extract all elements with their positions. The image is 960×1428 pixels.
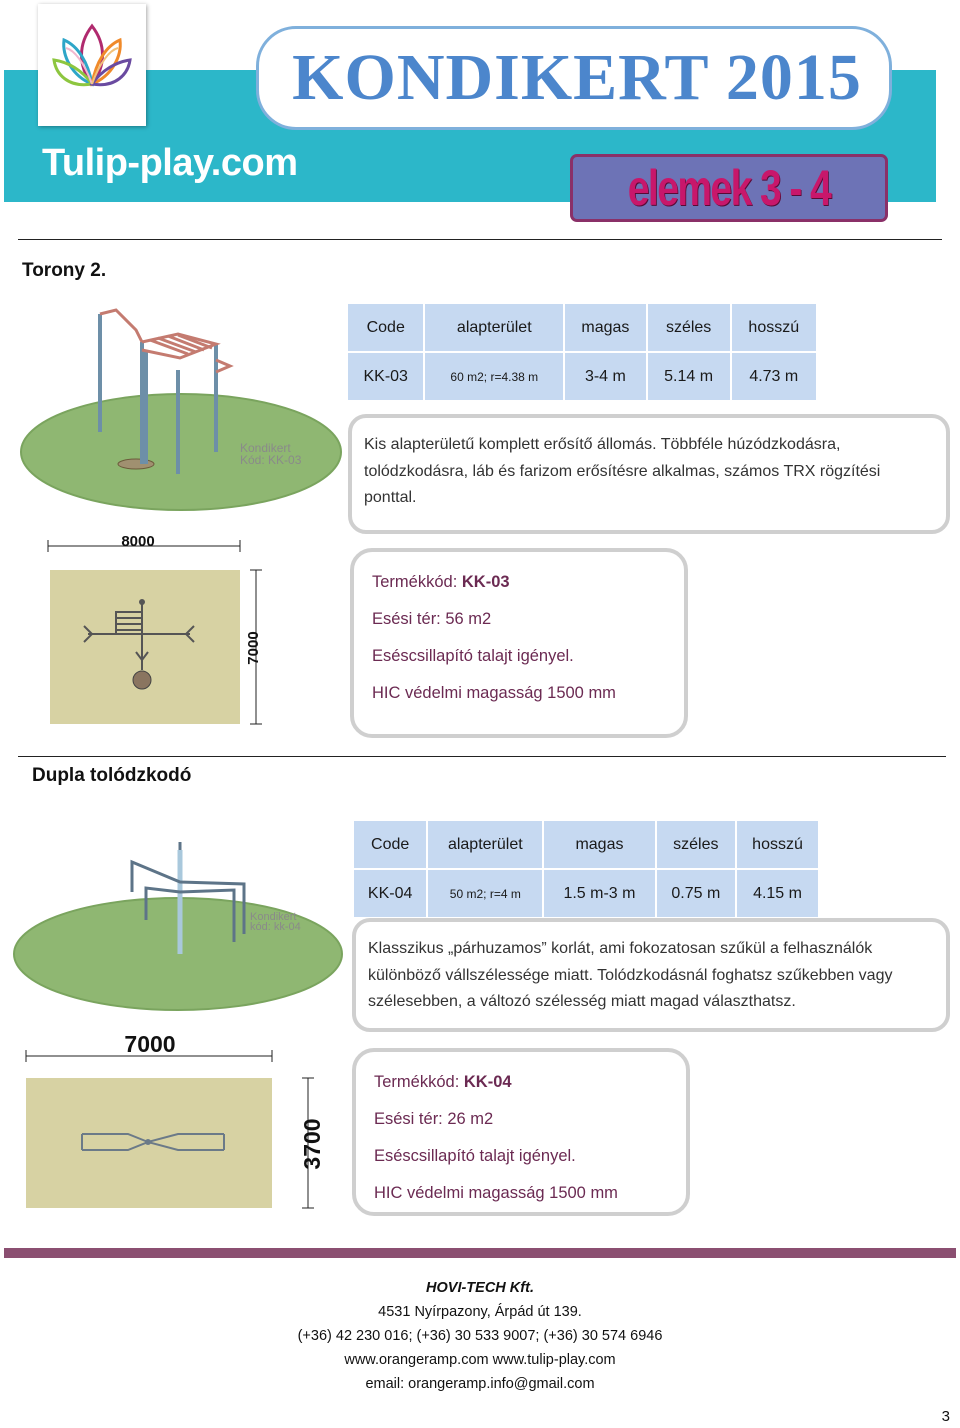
company-websites: www.orangeramp.com www.tulip-play.com: [344, 1352, 616, 1368]
table-header-row: [348, 304, 816, 351]
spec-table-kk03: [346, 302, 818, 402]
product-description: Klasszikus „párhuzamos” korlát, ami fokozatosan szűkül a felhasználók különböző vállszélessége miatt. Tolódzkodásnál foghatsz szűkebben vagy szélesebben, a változó szélesség miatt magad választhatsz.: [352, 918, 950, 1032]
product-info-kk04: [352, 1048, 690, 1216]
plan-width-label: 8000: [121, 533, 155, 550]
section-title: Torony 2.: [22, 260, 107, 281]
table-cell: 50 m2; r=4 m: [428, 870, 542, 917]
product-code: KK-03: [461, 573, 510, 591]
table-header-row: [354, 821, 818, 868]
table-header: alapterület: [425, 304, 563, 351]
cushion-note: Eséscsillapító talajt igényel.: [372, 647, 574, 665]
product-code-label: Termékkód:: [374, 1073, 460, 1091]
spec-table-kk04: [352, 819, 820, 919]
product-description: Kis alapterületű komplett erősítő állomás. Többféle húzódzkodásra, tolódzkodásra, láb és farizom erősítésre alkalmas, számos TRX rögzítési ponttal.: [348, 414, 950, 534]
company-name: HOVI-TECH Kft.: [426, 1280, 534, 1296]
hic-height: HIC védelmi magasság 1500 mm: [374, 1184, 618, 1202]
company-phones: (+36) 42 230 016; (+36) 30 533 9007; (+36) 30 574 6946: [297, 1328, 663, 1344]
product-code: KK-04: [463, 1073, 512, 1091]
image-label: Kód: KK-03: [240, 453, 302, 467]
title-banner: [256, 26, 892, 130]
company-email: email: orangeramp.info@gmail.com: [365, 1376, 595, 1392]
fall-area: Esési tér: 26 m2: [374, 1110, 494, 1128]
table-header: magas: [565, 304, 646, 351]
section-divider: [18, 756, 946, 757]
table-header: Code: [354, 821, 426, 868]
product-code-line: [374, 1068, 668, 1105]
plan-height-label: 7000: [245, 631, 262, 665]
page-number: 3: [941, 1408, 950, 1425]
image-label: Kondikert: [250, 911, 297, 923]
image-label: Kondikert: [240, 441, 291, 455]
table-cell: 0.75 m: [657, 870, 735, 917]
company-address: 4531 Nyírpazony, Árpád út 139.: [378, 1304, 582, 1320]
image-label: kód: kk-04: [250, 921, 301, 933]
plan-width-label: 7000: [124, 1031, 176, 1057]
tulip-logo: [38, 4, 146, 126]
floor-plan-kk04: [18, 1030, 336, 1216]
table-header: hosszú: [737, 821, 818, 868]
floor-plan-kk03: [44, 530, 272, 730]
product-image-kk03: [18, 302, 344, 512]
table-row: [354, 870, 818, 917]
fall-area: Esési tér: 56 m2: [372, 610, 492, 628]
table-header: hosszú: [732, 304, 816, 351]
table-cell: 1.5 m-3 m: [544, 870, 654, 917]
section-title: Dupla tolódzkodó: [32, 765, 192, 786]
table-header: magas: [544, 821, 654, 868]
table-cell: 4.73 m: [732, 353, 816, 400]
table-row: [348, 353, 816, 400]
product-code-line: [372, 568, 666, 605]
table-header: széles: [648, 304, 730, 351]
footer-bar: [4, 1248, 956, 1258]
hic-height: HIC védelmi magasság 1500 mm: [372, 684, 616, 702]
site-name: Tulip-play.com: [42, 142, 298, 184]
product-code-label: Termékkód:: [372, 573, 458, 591]
badge-label: elemek 3 - 4: [627, 160, 831, 216]
plan-height-label: 3700: [299, 1118, 325, 1170]
elements-badge: [570, 154, 888, 222]
product-image-kk04: [12, 822, 344, 1012]
table-cell: 60 m2; r=4.38 m: [425, 353, 563, 400]
product-info-kk03: [350, 548, 688, 738]
table-header: alapterület: [428, 821, 542, 868]
table-cell: KK-03: [348, 353, 423, 400]
page-title: KONDIKERT 2015: [292, 41, 862, 114]
cushion-note: Eséscsillapító talajt igényel.: [374, 1147, 576, 1165]
table-cell: 3-4 m: [565, 353, 646, 400]
table-header: Code: [348, 304, 423, 351]
table-header: széles: [657, 821, 735, 868]
table-cell: KK-04: [354, 870, 426, 917]
table-cell: 4.15 m: [737, 870, 818, 917]
section-divider: [18, 239, 942, 240]
table-cell: 5.14 m: [648, 353, 730, 400]
